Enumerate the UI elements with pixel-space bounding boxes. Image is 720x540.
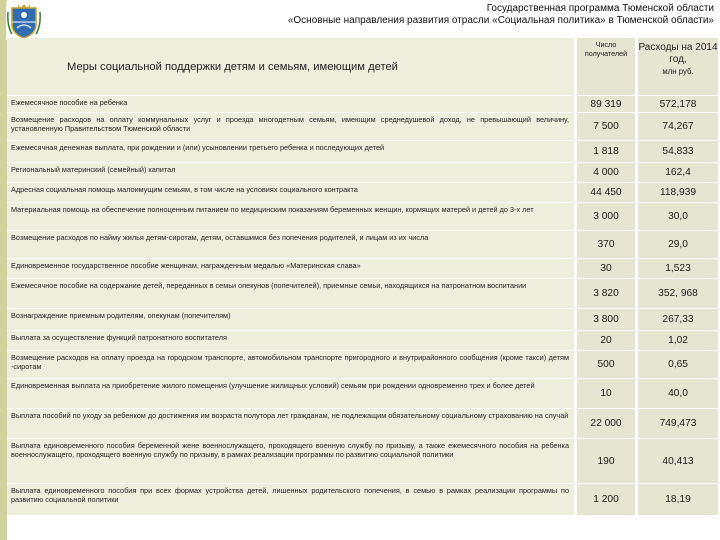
table-row <box>7 141 718 163</box>
coat-of-arms-icon <box>6 2 42 40</box>
left-accent-bar <box>0 0 7 540</box>
table-row <box>7 163 718 183</box>
column-header-measures: Меры социальной поддержки детям и семьям, имеющим детей <box>7 38 577 95</box>
table-row <box>7 439 718 484</box>
column-header-recipients: Число получателей <box>577 38 638 95</box>
measure-label: Региональный материнский (семейный) капитал <box>7 163 577 182</box>
recipients-count: 3 000 <box>577 203 638 230</box>
measure-label: Выплата пособий по уходу за ребенком до достижения им возраста полутора лет гражданам, не подлежащим обязательному социальному страхованию на случай <box>7 409 577 438</box>
expense-amount: 1,02 <box>638 331 718 350</box>
header-line-2: «Основные направления развития отрасли «Социальная политика» в Тюменской области» <box>287 15 714 26</box>
measure-label: Выплата за осуществление функций патронатного воспитателя <box>7 331 577 350</box>
measure-label: Адресная социальная помощь малоимущим семьям, в том числе на условиях социального контракта <box>7 183 577 202</box>
expense-amount: 352, 968 <box>638 279 718 308</box>
measure-label: Единовременная выплата на приобретение жилого помещения (улучшение жилищных условий) семьям при рождении одновременно трех и более детей <box>7 379 577 408</box>
expense-amount: 572,178 <box>638 96 718 112</box>
table-row <box>7 484 718 516</box>
expense-amount: 1,523 <box>638 259 718 278</box>
table-row <box>7 183 718 203</box>
recipients-count: 30 <box>577 259 638 278</box>
measure-label: Материальная помощь на обеспечение полноценным питанием по медицинским показаниям беременных женщин, кормящих матерей и детей до 3-х лет <box>7 203 577 230</box>
recipients-count: 190 <box>577 439 638 483</box>
measure-label: Возмещение расходов на оплату проезда на городском транспорте, автомобильном транспорте пригородного и внутрирайонного сообщения (кроме такси) детям -сиротам <box>7 351 577 378</box>
table-row <box>7 113 718 141</box>
expense-amount: 749,473 <box>638 409 718 438</box>
measure-label: Единовременное государственное пособие женщинам, награжденным медалью «Материнская слава» <box>7 259 577 278</box>
expense-amount: 40,413 <box>638 439 718 483</box>
table-row <box>7 309 718 331</box>
recipients-count: 370 <box>577 231 638 258</box>
recipients-count: 1 200 <box>577 484 638 515</box>
page-header <box>60 3 714 27</box>
table-header-row <box>7 38 718 96</box>
expenses-title: Расходы на 2014 год, <box>638 42 718 65</box>
expense-amount: 267,33 <box>638 309 718 330</box>
recipients-count: 89 319 <box>577 96 638 112</box>
expenses-unit: млн руб. <box>662 67 694 76</box>
table-row <box>7 351 718 379</box>
header-line-1: Государственная программа Тюменской области <box>486 3 714 14</box>
support-measures-table <box>7 38 718 516</box>
recipients-count: 3 800 <box>577 309 638 330</box>
table-row <box>7 96 718 113</box>
measure-label: Вознаграждение приемным родителям, опекунам (попечителям) <box>7 309 577 330</box>
expense-amount: 0,65 <box>638 351 718 378</box>
table-row <box>7 379 718 409</box>
expense-amount: 54,833 <box>638 141 718 162</box>
recipients-count: 500 <box>577 351 638 378</box>
measure-label: Возмещение расходов по найму жилья детям-сиротам, детям, оставшимся без попечения родителей, и лицам из их числа <box>7 231 577 258</box>
measure-label: Выплата единовременного пособия при всех формах устройства детей, лишенных родительского попечения, в семью в рамках реализации программы по развитию социальной политики <box>7 484 577 515</box>
measure-label: Ежемесячное пособие на ребенка <box>7 96 577 112</box>
expense-amount: 18,19 <box>638 484 718 515</box>
column-header-expenses <box>638 38 718 95</box>
recipients-count: 20 <box>577 331 638 350</box>
recipients-count: 44 450 <box>577 183 638 202</box>
expense-amount: 29,0 <box>638 231 718 258</box>
expense-amount: 162,4 <box>638 163 718 182</box>
expense-amount: 30,0 <box>638 203 718 230</box>
table-row <box>7 331 718 351</box>
recipients-count: 10 <box>577 379 638 408</box>
recipients-count: 22 000 <box>577 409 638 438</box>
expense-amount: 74,267 <box>638 113 718 140</box>
table-row <box>7 231 718 259</box>
measure-label: Ежемесячное пособие на содержание детей, переданных в семьи опекунов (попечителей), приемные семьи, находящихся на патронатном воспитании <box>7 279 577 308</box>
recipients-count: 1 818 <box>577 141 638 162</box>
expense-amount: 118,939 <box>638 183 718 202</box>
recipients-count: 7 500 <box>577 113 638 140</box>
measure-label: Возмещение расходов на оплату коммунальных услуг и проезда многодетным семьям, имеющим среднедушевой доход, не превышающий величину, установленную Правительством Тюменской области <box>7 113 577 140</box>
recipients-count: 4 000 <box>577 163 638 182</box>
table-row <box>7 259 718 279</box>
measure-label: Ежемесячная денежная выплата, при рождении и (или) усыновлении третьего ребенка и последующих детей <box>7 141 577 162</box>
expense-amount: 40,0 <box>638 379 718 408</box>
table-row <box>7 203 718 231</box>
table-row <box>7 409 718 439</box>
recipients-count: 3 820 <box>577 279 638 308</box>
measure-label: Выплата единовременного пособия беременной жене военнослужащего, проходящего военную службу по призыву, а также ежемесячного пособия на ребенка военнослужащего, проходящего военную службу по призыву, в рамках реализации программы по развитию социальной политики <box>7 439 577 483</box>
table-row <box>7 279 718 309</box>
